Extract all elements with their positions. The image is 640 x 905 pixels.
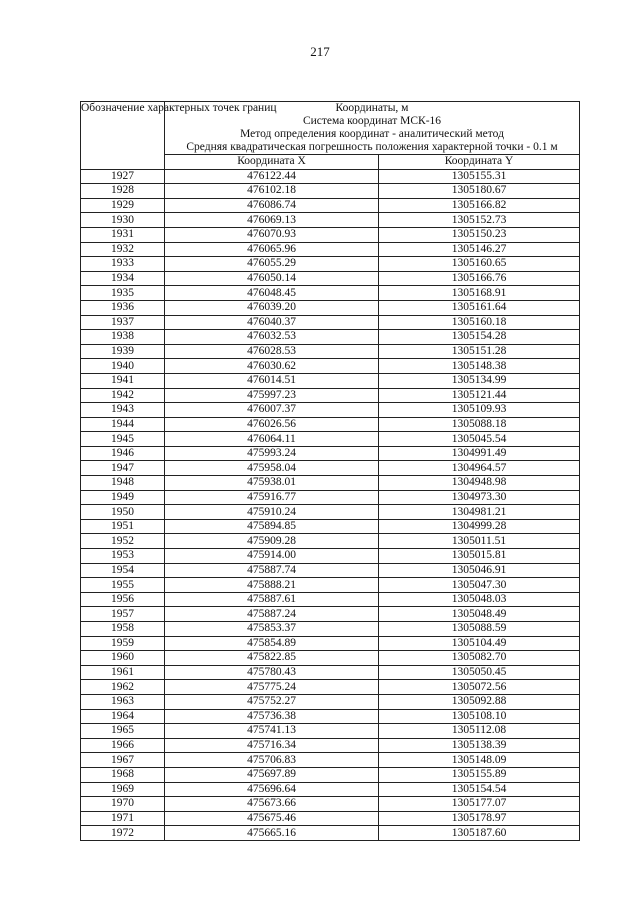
x-coordinate-cell: 475916.77 xyxy=(165,490,379,505)
y-coordinate-cell: 1305015.81 xyxy=(379,549,580,564)
point-cell: 1958 xyxy=(81,622,165,637)
point-cell: 1949 xyxy=(81,490,165,505)
table-row xyxy=(81,665,580,680)
y-coordinate-cell: 1305082.70 xyxy=(379,651,580,666)
point-cell: 1953 xyxy=(81,549,165,564)
y-coordinate-cell: 1305180.67 xyxy=(379,184,580,199)
x-coordinate-cell: 476032.53 xyxy=(165,330,379,345)
y-coordinate-cell: 1305178.97 xyxy=(379,811,580,826)
table-row xyxy=(81,271,580,286)
point-cell: 1972 xyxy=(81,826,165,841)
table-row xyxy=(81,417,580,432)
table-row xyxy=(81,694,580,709)
y-coordinate-cell: 1305160.18 xyxy=(379,315,580,330)
y-coordinate-cell: 1305050.45 xyxy=(379,665,580,680)
x-coordinate-cell: 476050.14 xyxy=(165,271,379,286)
x-coordinate-cell: 475673.66 xyxy=(165,797,379,812)
y-coordinate-cell: 1305161.64 xyxy=(379,300,580,315)
y-coordinate-cell: 1305154.28 xyxy=(379,330,580,345)
point-cell: 1935 xyxy=(81,286,165,301)
y-coordinate-cell: 1305088.59 xyxy=(379,622,580,637)
table-row xyxy=(81,169,580,184)
x-coordinate-cell: 476007.37 xyxy=(165,403,379,418)
x-coordinate-cell: 475888.21 xyxy=(165,578,379,593)
table-row xyxy=(81,709,580,724)
table-row xyxy=(81,286,580,301)
table-body xyxy=(81,169,580,840)
point-cell: 1964 xyxy=(81,709,165,724)
y-coordinate-cell: 1305011.51 xyxy=(379,534,580,549)
table-row xyxy=(81,315,580,330)
y-coordinate-cell: 1304948.98 xyxy=(379,476,580,491)
y-coordinate-cell: 1305048.03 xyxy=(379,592,580,607)
y-coordinate-cell: 1305166.82 xyxy=(379,198,580,213)
point-cell: 1941 xyxy=(81,373,165,388)
x-coordinate-cell: 476064.11 xyxy=(165,432,379,447)
point-cell: 1942 xyxy=(81,388,165,403)
point-cell: 1954 xyxy=(81,563,165,578)
y-coordinate-cell: 1305138.39 xyxy=(379,738,580,753)
x-coordinate-cell: 475854.89 xyxy=(165,636,379,651)
point-cell: 1928 xyxy=(81,184,165,199)
x-coordinate-cell: 475696.64 xyxy=(165,782,379,797)
table-row xyxy=(81,724,580,739)
table-row xyxy=(81,227,580,242)
x-coordinate-cell: 475894.85 xyxy=(165,519,379,534)
y-coordinate-cell: 1305155.89 xyxy=(379,767,580,782)
y-coordinate-cell: 1305046.91 xyxy=(379,563,580,578)
y-coordinate-cell: 1304999.28 xyxy=(379,519,580,534)
x-coordinate-cell: 475887.74 xyxy=(165,563,379,578)
x-coordinate-cell: 476040.37 xyxy=(165,315,379,330)
point-cell: 1951 xyxy=(81,519,165,534)
point-cell: 1950 xyxy=(81,505,165,520)
point-cell: 1960 xyxy=(81,651,165,666)
x-coordinate-cell: 475741.13 xyxy=(165,724,379,739)
y-coordinate-cell: 1305154.54 xyxy=(379,782,580,797)
table-row xyxy=(81,242,580,257)
y-coordinate-cell: 1304973.30 xyxy=(379,490,580,505)
point-cell: 1932 xyxy=(81,242,165,257)
table-row xyxy=(81,359,580,374)
point-cell: 1943 xyxy=(81,403,165,418)
y-coordinate-cell: 1305047.30 xyxy=(379,578,580,593)
table-row xyxy=(81,330,580,345)
table-row xyxy=(81,213,580,228)
x-coordinate-cell: 475887.61 xyxy=(165,592,379,607)
table-row xyxy=(81,636,580,651)
point-cell: 1955 xyxy=(81,578,165,593)
point-cell: 1969 xyxy=(81,782,165,797)
point-cell: 1945 xyxy=(81,432,165,447)
table-row xyxy=(81,505,580,520)
x-coordinate-cell: 475958.04 xyxy=(165,461,379,476)
table-row xyxy=(81,461,580,476)
y-coordinate-cell: 1304981.21 xyxy=(379,505,580,520)
x-coordinate-cell: 475914.00 xyxy=(165,549,379,564)
coordinate-system: Система координат МСК-16 xyxy=(302,115,442,127)
point-cell: 1959 xyxy=(81,636,165,651)
y-coordinate-cell: 1304964.57 xyxy=(379,461,580,476)
x-coordinate-cell: 475752.27 xyxy=(165,694,379,709)
column-header-x: Координата X xyxy=(165,155,379,170)
y-coordinate-cell: 1305048.49 xyxy=(379,607,580,622)
point-cell: 1939 xyxy=(81,344,165,359)
y-coordinate-cell: 1305155.31 xyxy=(379,169,580,184)
x-coordinate-cell: 475993.24 xyxy=(165,446,379,461)
y-coordinate-cell: 1305088.18 xyxy=(379,417,580,432)
y-coordinate-cell: 1305177.07 xyxy=(379,797,580,812)
table-row xyxy=(81,549,580,564)
table-row xyxy=(81,476,580,491)
y-coordinate-cell: 1305166.76 xyxy=(379,271,580,286)
table-row xyxy=(81,490,580,505)
y-coordinate-cell: 1305150.23 xyxy=(379,227,580,242)
x-coordinate-cell: 475697.89 xyxy=(165,767,379,782)
x-coordinate-cell: 476086.74 xyxy=(165,198,379,213)
x-coordinate-cell: 475736.38 xyxy=(165,709,379,724)
point-designation-header: Обозначение характерных точек границ xyxy=(81,102,165,170)
x-coordinate-cell: 475780.43 xyxy=(165,665,379,680)
table-row xyxy=(81,592,580,607)
y-coordinate-cell: 1305121.44 xyxy=(379,388,580,403)
table-row xyxy=(81,257,580,272)
point-cell: 1956 xyxy=(81,592,165,607)
y-coordinate-cell: 1305112.08 xyxy=(379,724,580,739)
y-coordinate-cell: 1305146.27 xyxy=(379,242,580,257)
table-row xyxy=(81,753,580,768)
y-coordinate-cell: 1305045.54 xyxy=(379,432,580,447)
y-coordinate-cell: 1305109.93 xyxy=(379,403,580,418)
x-coordinate-cell: 475910.24 xyxy=(165,505,379,520)
x-coordinate-cell: 475822.85 xyxy=(165,651,379,666)
table-row xyxy=(81,534,580,549)
y-coordinate-cell: 1305187.60 xyxy=(379,826,580,841)
y-coordinate-cell: 1305148.38 xyxy=(379,359,580,374)
point-cell: 1936 xyxy=(81,300,165,315)
y-coordinate-cell: 1304991.49 xyxy=(379,446,580,461)
table-row xyxy=(81,184,580,199)
point-cell: 1938 xyxy=(81,330,165,345)
y-coordinate-cell: 1305152.73 xyxy=(379,213,580,228)
y-coordinate-cell: 1305104.49 xyxy=(379,636,580,651)
point-cell: 1930 xyxy=(81,213,165,228)
x-coordinate-cell: 476026.56 xyxy=(165,417,379,432)
point-cell: 1968 xyxy=(81,767,165,782)
point-cell: 1967 xyxy=(81,753,165,768)
x-coordinate-cell: 475675.46 xyxy=(165,811,379,826)
table-row xyxy=(81,432,580,447)
point-cell: 1933 xyxy=(81,257,165,272)
x-coordinate-cell: 476122.44 xyxy=(165,169,379,184)
table-row xyxy=(81,563,580,578)
point-cell: 1971 xyxy=(81,811,165,826)
y-coordinate-cell: 1305092.88 xyxy=(379,694,580,709)
point-cell: 1962 xyxy=(81,680,165,695)
x-coordinate-cell: 476102.18 xyxy=(165,184,379,199)
table-row xyxy=(81,622,580,637)
accuracy-note: Средняя квадратическая погрешность положения характерной точки - 0.1 м xyxy=(186,141,558,153)
x-coordinate-cell: 475997.23 xyxy=(165,388,379,403)
point-cell: 1947 xyxy=(81,461,165,476)
point-cell: 1970 xyxy=(81,797,165,812)
y-coordinate-cell: 1305151.28 xyxy=(379,344,580,359)
table-row xyxy=(81,198,580,213)
point-cell: 1940 xyxy=(81,359,165,374)
table-row xyxy=(81,782,580,797)
point-cell: 1963 xyxy=(81,694,165,709)
table-header xyxy=(81,102,580,170)
point-cell: 1965 xyxy=(81,724,165,739)
point-cell: 1931 xyxy=(81,227,165,242)
x-coordinate-cell: 475775.24 xyxy=(165,680,379,695)
x-coordinate-cell: 476070.93 xyxy=(165,227,379,242)
x-coordinate-cell: 475853.37 xyxy=(165,622,379,637)
table-row xyxy=(81,388,580,403)
x-coordinate-cell: 476069.13 xyxy=(165,213,379,228)
x-coordinate-cell: 476028.53 xyxy=(165,344,379,359)
point-cell: 1927 xyxy=(81,169,165,184)
table-row xyxy=(81,578,580,593)
x-coordinate-cell: 476065.96 xyxy=(165,242,379,257)
table-row xyxy=(81,373,580,388)
table-row xyxy=(81,607,580,622)
x-coordinate-cell: 476014.51 xyxy=(165,373,379,388)
table-row xyxy=(81,680,580,695)
column-header-y: Координата Y xyxy=(379,155,580,170)
x-coordinate-cell: 476048.45 xyxy=(165,286,379,301)
y-coordinate-cell: 1305160.65 xyxy=(379,257,580,272)
y-coordinate-cell: 1305134.99 xyxy=(379,373,580,388)
point-cell: 1961 xyxy=(81,665,165,680)
y-coordinate-cell: 1305168.91 xyxy=(379,286,580,301)
point-cell: 1929 xyxy=(81,198,165,213)
x-coordinate-cell: 476030.62 xyxy=(165,359,379,374)
point-cell: 1946 xyxy=(81,446,165,461)
table-row xyxy=(81,767,580,782)
y-coordinate-cell: 1305148.09 xyxy=(379,753,580,768)
point-cell: 1966 xyxy=(81,738,165,753)
table-row xyxy=(81,344,580,359)
point-cell: 1952 xyxy=(81,534,165,549)
determination-method: Метод определения координат - аналитический метод xyxy=(240,128,504,140)
x-coordinate-cell: 475887.24 xyxy=(165,607,379,622)
point-cell: 1934 xyxy=(81,271,165,286)
x-coordinate-cell: 475909.28 xyxy=(165,534,379,549)
point-cell: 1944 xyxy=(81,417,165,432)
table-row xyxy=(81,403,580,418)
table-row xyxy=(81,651,580,666)
x-coordinate-cell: 475706.83 xyxy=(165,753,379,768)
x-coordinate-cell: 476055.29 xyxy=(165,257,379,272)
table-row xyxy=(81,811,580,826)
page-number: 217 xyxy=(310,44,330,59)
y-coordinate-cell: 1305072.56 xyxy=(379,680,580,695)
x-coordinate-cell: 476039.20 xyxy=(165,300,379,315)
table-row xyxy=(81,738,580,753)
x-coordinate-cell: 475938.01 xyxy=(165,476,379,491)
x-coordinate-cell: 475665.16 xyxy=(165,826,379,841)
y-coordinate-cell: 1305108.10 xyxy=(379,709,580,724)
coordinates-title: Координаты, м xyxy=(335,102,409,114)
coordinates-table xyxy=(80,101,580,841)
point-cell: 1957 xyxy=(81,607,165,622)
table-row xyxy=(81,826,580,841)
point-cell: 1937 xyxy=(81,315,165,330)
table-row xyxy=(81,446,580,461)
table-row xyxy=(81,519,580,534)
table-row xyxy=(81,797,580,812)
point-cell: 1948 xyxy=(81,476,165,491)
table-row xyxy=(81,300,580,315)
x-coordinate-cell: 475716.34 xyxy=(165,738,379,753)
